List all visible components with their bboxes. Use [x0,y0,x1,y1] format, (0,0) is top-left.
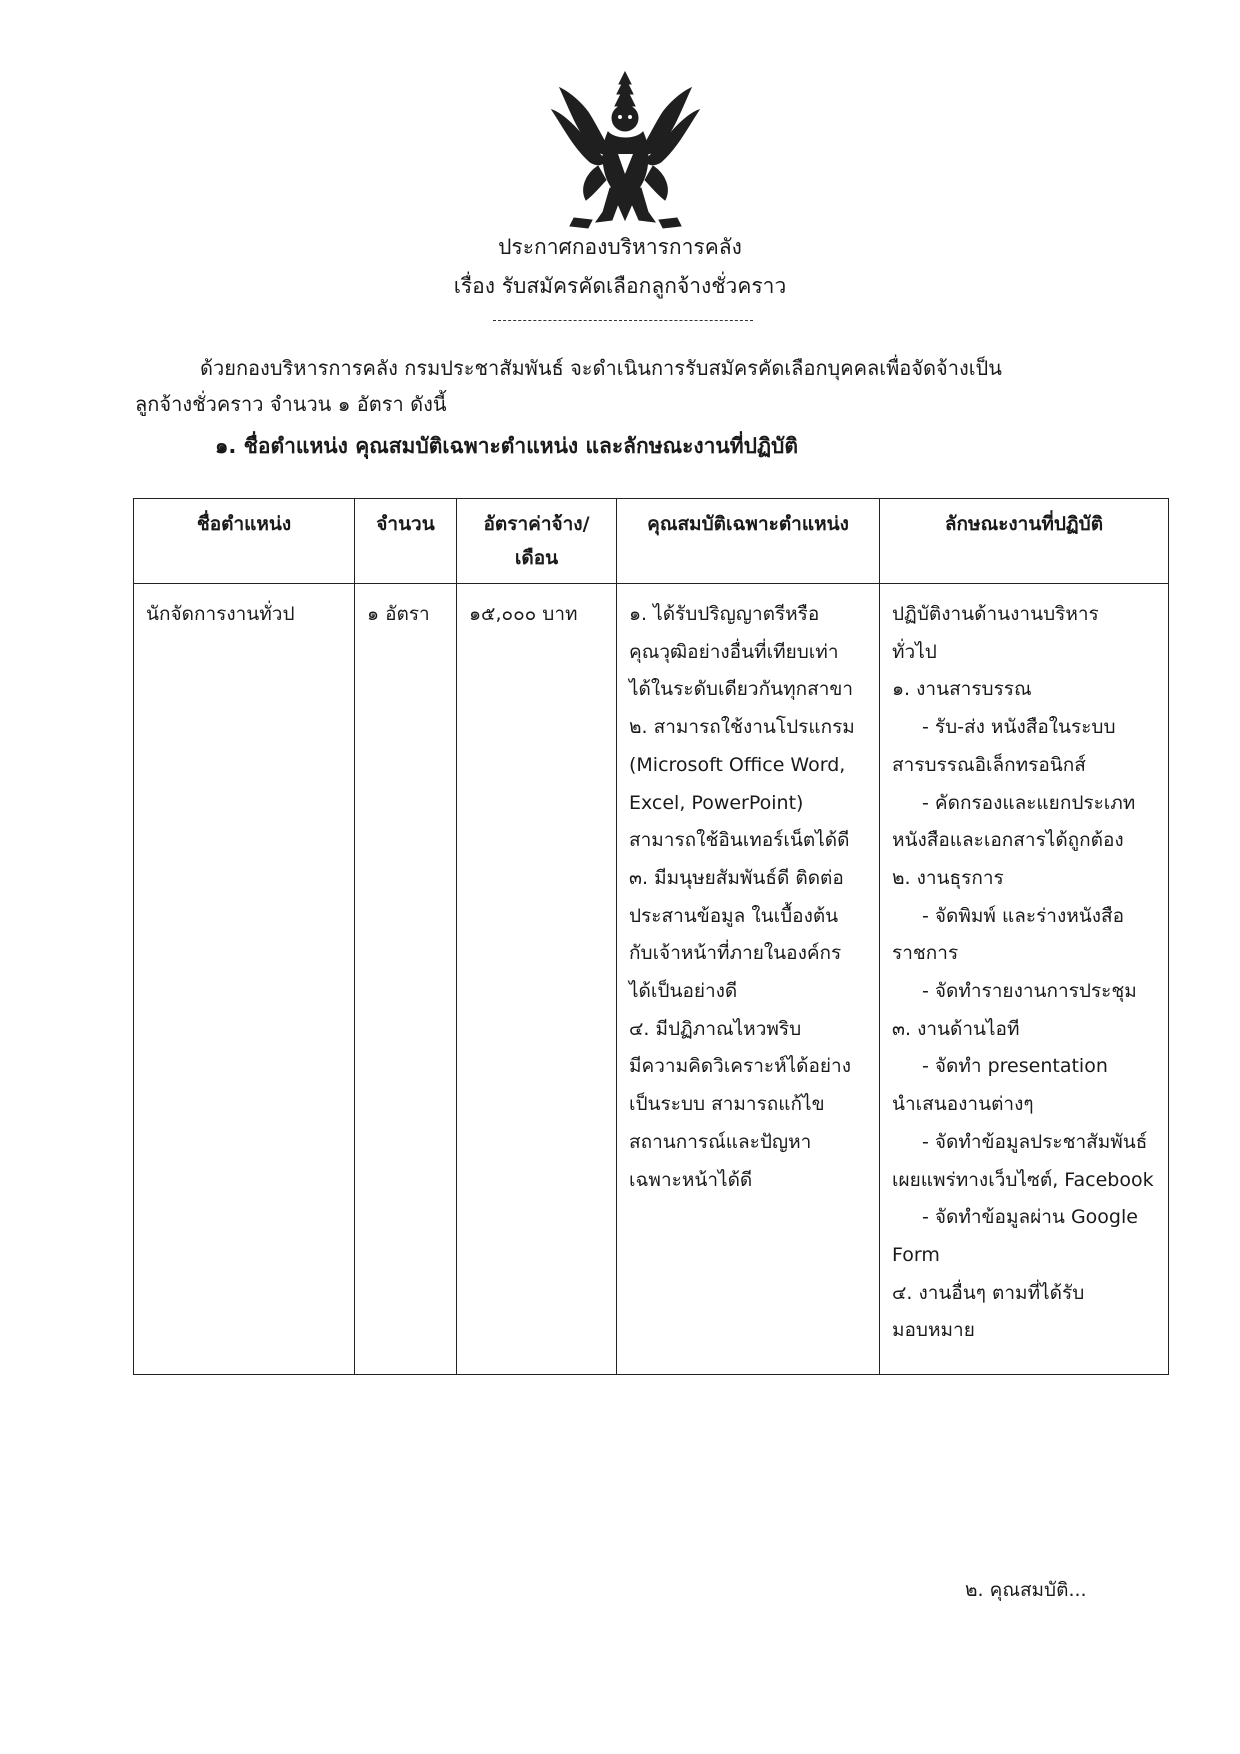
cell-position: นักจัดการงานทั่วป [134,584,355,1375]
cell-rate: ๑๕,๐๐๐ บาท [457,584,617,1375]
qualification-line: Excel, PowerPoint) [629,791,804,814]
garuda-emblem-icon [548,70,703,230]
duty-line: ทั่วไป [892,640,937,663]
section-heading: ๑. ชื่อตำแหน่ง คุณสมบัติเฉพาะตำแหน่ง และลักษณะงานที่ปฏิบัติ [215,434,799,458]
duty-line: - จัดพิมพ์ และร่างหนังสือ [922,904,1125,927]
qualification-line: ได้เป็นอย่างดี [629,980,738,1003]
announcement-title: ประกาศกองบริหารการคลัง [498,235,742,259]
title-divider [493,320,753,321]
cell-count: ๑ อัตรา [355,584,457,1375]
duty-line: - จัดทำข้อมูลประชาสัมพันธ์ [922,1130,1148,1153]
qualification-line: มีความคิดวิเคราะห์ได้อย่าง [629,1055,852,1078]
duty-line: ราชการ [892,942,959,965]
qualification-line: ๔. มีปฏิภาณไหวพริบ [629,1017,802,1040]
header-rate-line-2: เดือน [514,547,559,569]
intro-line-1: ด้วยกองบริหารการคลัง กรมประชาสัมพันธ์ จะดำเนินการรับสมัครคัดเลือกบุคคลเพื่อจัดจ้างเป็น [200,356,1002,380]
duty-line: - จัดทำข้อมูลผ่าน Google [922,1206,1138,1229]
duty-line: ๔. งานอื่นๆ ตามที่ได้รับ [892,1281,1085,1304]
duty-line: หนังสือและเอกสารได้ถูกต้อง [892,829,1124,852]
duty-line: มอบหมาย [892,1319,975,1342]
duty-line: - รับ-ส่ง หนังสือในระบบ [922,716,1116,739]
duty-line: - จัดทำ presentation [922,1055,1108,1078]
intro-line-2: ลูกจ้างชั่วคราว จำนวน ๑ อัตรา ดังนี้ [135,392,447,416]
duty-line: ๑. งานสารบรรณ [892,678,1032,701]
positions-table [133,498,1169,1375]
qualification-line: ประสานข้อมูล ในเบื้องต้น [629,904,839,927]
qualification-line: (Microsoft Office Word, [629,753,846,776]
header-duties: ลักษณะงานที่ปฏิบัติ [880,499,1169,584]
qualification-line: เป็นระบบ สามารถแก้ไข [629,1093,825,1116]
duty-line: ๒. งานธุรการ [892,866,1004,889]
duty-line: สารบรรณอิเล็กทรอนิกส์ [892,753,1086,776]
page-continuation: ๒. คุณสมบัติ... [965,1579,1087,1601]
duty-line: - จัดทำรายงานการประชุม [922,980,1137,1003]
qualification-line: เฉพาะหน้าได้ดี [629,1168,753,1191]
duty-line: ปฏิบัติงานด้านงานบริหาร [892,603,1099,625]
table-row [134,584,1169,1375]
qualification-line: ๑. ได้รับปริญญาตรีหรือ [629,603,820,625]
table-header-row [134,499,1169,584]
duty-line: Form [892,1243,940,1266]
qualification-line: คุณวุฒิอย่างอื่นที่เทียบเท่า [629,640,839,663]
header-rate-line-1: อัตราค่าจ้าง/ [483,513,590,535]
duty-line: เผยแพร่ทางเว็บไซต์, Facebook [892,1168,1154,1191]
duty-line: - คัดกรองและแยกประเภท [922,791,1136,814]
header-rate [457,499,617,584]
intro-paragraph [135,350,1075,422]
qualification-line: สามารถใช้อินเทอร์เน็ตได้ดี [629,829,850,852]
qualification-line: ๒. สามารถใช้งานโปรแกรม [629,716,855,739]
duty-line: ๓. งานด้านไอที [892,1017,1020,1040]
announcement-subject: เรื่อง รับสมัครคัดเลือกลูกจ้างชั่วคราว [453,274,787,298]
qualification-line: กับเจ้าหน้าที่ภายในองค์กร [629,942,842,965]
header-qualifications: คุณสมบัติเฉพาะตำแหน่ง [617,499,880,584]
cell-duties [880,584,1169,1375]
qualification-line: สถานการณ์และปัญหา [629,1130,812,1153]
duty-line: นำเสนองานต่างๆ [892,1093,1034,1116]
header-count: จำนวน [355,499,457,584]
qualification-line: ๓. มีมนุษยสัมพันธ์ดี ติดต่อ [629,866,844,889]
qualification-line: ได้ในระดับเดียวกันทุกสาขา [629,678,854,701]
cell-qualifications [617,584,880,1375]
header-position: ชื่อตำแหน่ง [134,499,355,584]
